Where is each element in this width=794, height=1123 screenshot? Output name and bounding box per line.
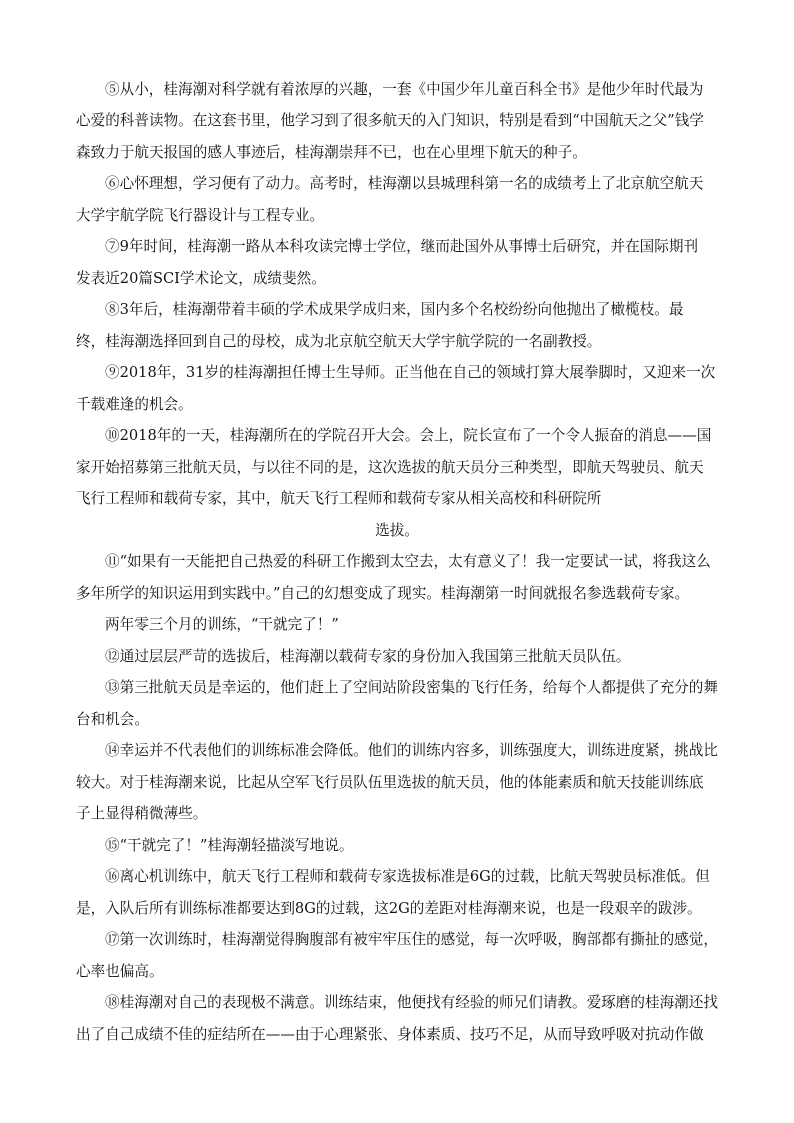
paragraph-5-line-2: 心爱的科普读物。在这套书里，他学习到了很多航天的入门知识，特别是看到“中国航天之父”钱学 (76, 112, 704, 129)
paragraph-13-line-2: 台和机会。 (76, 711, 149, 728)
paragraph-8-line-2: 终，桂海潮选择回到自己的母校，成为北京航空航天大学宇航学院的一名副教授。 (76, 333, 602, 350)
paragraph-7-line-1: ⑦9年时间，桂海潮一路从本科攻读完博士学位，继而赴国外从事博士后研究，并在国际期刊 (105, 238, 699, 255)
paragraph-6-line-2: 大学宇航学院飞行器设计与工程专业。 (76, 207, 325, 224)
paragraph-11-line-2: 多年所学的知识运用到实践中。”自己的幻想变成了现实。桂海潮第一时间就报名参选载荷专家。 (76, 585, 690, 602)
paragraph-12: ⑫通过层层严苛的选拔后，桂海潮以载荷专家的身份加入我国第三批航天员队伍。 (105, 648, 631, 665)
paragraph-10-line-4: 选拔。 (375, 522, 419, 539)
transition-line: 两年零三个月的训练，“干就完了！” (105, 616, 339, 633)
paragraph-17-line-2: 心率也偏高。 (76, 963, 164, 980)
paragraph-15: ⑮“干就完了！”桂海潮轻描淡写地说。 (105, 837, 354, 854)
paragraph-6-line-1: ⑥心怀理想，学习便有了动力。高考时，桂海潮以县城理科第一名的成绩考上了北京航空航天 (105, 175, 704, 192)
paragraph-10-line-1: ⑩2018年的一天，桂海潮所在的学院召开大会。会上，院长宣布了一个令人振奋的消息——国 (105, 427, 712, 444)
paragraph-13-line-1: ⑬第三批航天员是幸运的，他们赶上了空间站阶段密集的飞行任务，给每个人都提供了充分的舞 (105, 679, 718, 696)
paragraph-16-line-2: 是，入队后所有训练标准都要达到8G的过载，这2G的差距对桂海潮来说，也是一段艰辛的跋涉。 (76, 900, 702, 917)
paragraph-9-line-1: ⑨2018年，31岁的桂海潮担任博士生导师。正当他在自己的领域打算大展拳脚时，又迎来一次 (105, 364, 716, 381)
paragraph-7-line-2: 发表近20篇SCI学术论文，成绩斐然。 (76, 270, 326, 287)
paragraph-17-line-1: ⑰第一次训练时，桂海潮觉得胸腹部有被牢牢压住的感觉，每一次呼吸，胸部都有撕扯的感觉， (105, 931, 718, 948)
paragraph-18-line-2: 出了自己成绩不佳的症结所在——由于心理紧张、身体素质、技巧不足，从而导致呼吸对抗动作做 (76, 1026, 704, 1043)
paragraph-5-line-1: ⑤从小，桂海潮对科学就有着浓厚的兴趣，一套《中国少年儿童百科全书》是他少年时代最为 (105, 81, 704, 98)
paragraph-18-line-1: ⑱桂海潮对自己的表现极不满意。训练结束，他便找有经验的师兄们请教。爱琢磨的桂海潮还找 (105, 994, 718, 1011)
paragraph-8-line-1: ⑧3年后，桂海潮带着丰硕的学术成果学成归来，国内多个名校纷纷向他抛出了橄榄枝。最 (105, 301, 684, 318)
paragraph-14-line-3: 子上显得稍微薄些。 (76, 805, 208, 822)
paragraph-14-line-1: ⑭幸运并不代表他们的训练标准会降低。他们的训练内容多，训练强度大，训练进度紧，挑战比 (105, 742, 718, 759)
paragraph-5-line-3: 森致力于航天报国的感人事迹后，桂海潮崇拜不已，也在心里埋下航天的种子。 (76, 144, 587, 161)
paragraph-14-line-2: 较大。对于桂海潮来说，比起从空军飞行员队伍里选拔的航天员，他的体能素质和航天技能训练底 (76, 774, 704, 791)
paragraph-10-line-2: 家开始招募第三批航天员，与以往不同的是，这次选拔的航天员分三种类型，即航天驾驶员、航天 (76, 459, 704, 476)
paragraph-11-line-1: ⑪“如果有一天能把自己热爱的科研工作搬到太空去，太有意义了！我一定要试一试，将我这么 (105, 553, 711, 570)
paragraph-16-line-1: ⑯离心机训练中，航天飞行工程师和载荷专家选拔标准是6G的过载，比航天驾驶员标准低。但 (105, 868, 710, 885)
paragraph-10-line-3: 飞行工程师和载荷专家，其中，航天飞行工程师和载荷专家从相关高校和科研院所 (76, 490, 602, 507)
paragraph-9-line-2: 千载难逢的机会。 (76, 396, 193, 413)
